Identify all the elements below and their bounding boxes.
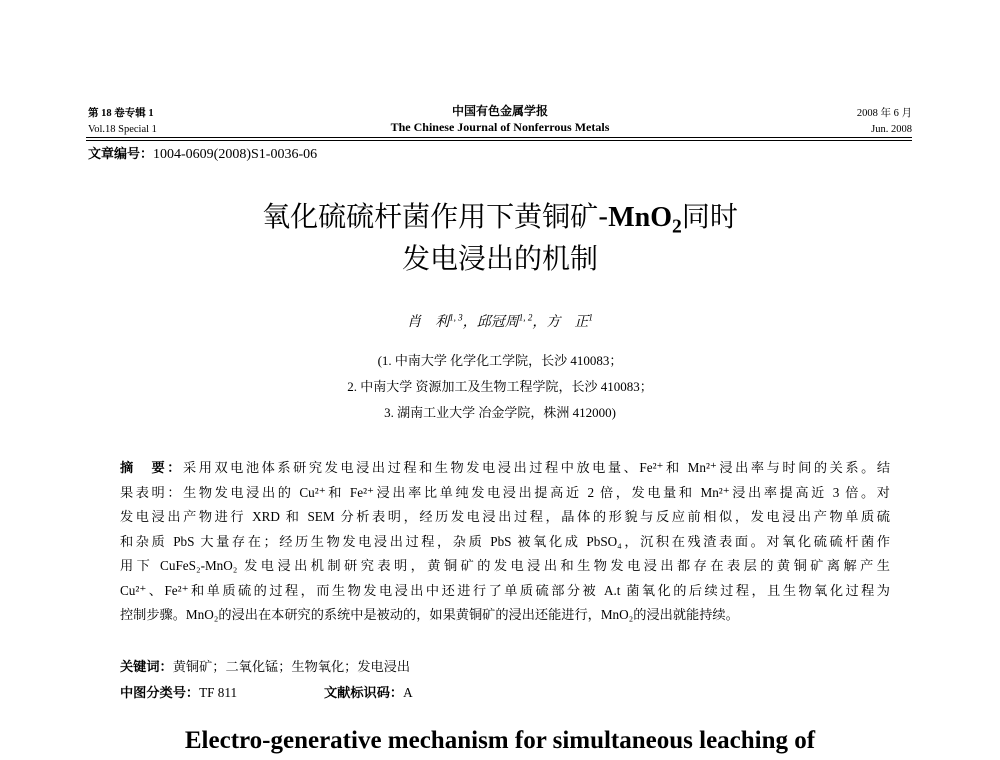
document-code [324, 682, 413, 701]
keywords-value: 黄铜矿；二氧化锰；生物氧化；发电浸出 [172, 659, 411, 674]
header-rule-bottom [86, 140, 912, 141]
article-number-value: 1004-0609(2008)S1-0036-06 [153, 147, 318, 162]
abstract-line-4: 和杂质 PbS 大量存在；经历生物发电浸出过程，杂质 PbS 被氧化成 PbSO₄，沉积在残渣表面。对氧化硫硫杆菌作 [120, 533, 890, 549]
abstract-label: 摘 要： [120, 460, 183, 475]
doc-code-value: A [403, 685, 413, 700]
article-number-label: 文章编号： [88, 147, 154, 162]
header-rule-top [86, 137, 912, 138]
abstract-line-1: 采用双电池体系研究发电浸出过程和生物发电浸出过程中放电量、Fe²⁺和 Mn²⁺浸出率与时间的关系。结 [182, 460, 891, 475]
author-1: 肖 利 [407, 315, 450, 330]
title-part-b: 同时 [681, 200, 738, 233]
paper-title-cn-line2: 发电浸出的机制 [401, 242, 598, 275]
journal-name-cn: 中国有色金属学报 [451, 104, 548, 118]
affiliation-1: (1. 中南大学 化学化工学院，长沙 410083； [377, 353, 623, 368]
date-cn: 2008 年 6 月 [856, 108, 912, 119]
classification [120, 682, 237, 701]
author-list: 肖 利$^{1, 3}$，邱冠周$^{1, 2}$，方 正$^1$ [407, 312, 593, 330]
date-en: Jun. 2008 [871, 124, 912, 135]
paper-title-en: Electro-generative mechanism for simultaneous leaching of [184, 727, 816, 754]
abstract-line-6: Cu²⁺、Fe²⁺和单质硫的过程，而生物发电浸出中还进行了单质硫部分被 A.t 菌氧化的后续过程，且生物氧化过程为 [120, 582, 890, 598]
title-mno2: MnO$_2$ [608, 202, 682, 238]
affiliation-2: 2. 中南大学 资源加工及生物工程学院，长沙 410083； [347, 379, 653, 394]
author-2: 邱冠周 [476, 315, 519, 330]
author-1-affil: 1, 3 [449, 312, 463, 323]
author-3: 方 正 [546, 315, 589, 330]
volume-issue-cn: 第 18 卷专辑 1 [88, 108, 154, 119]
paper-title-cn-line1 [0, 198, 1000, 237]
abstract [120, 456, 890, 628]
journal-name-en: The Chinese Journal of Nonferrous Metals [390, 120, 610, 134]
author-3-affil: 1 [588, 312, 593, 323]
abstract-line-5: 用下 CuFeS₂-MnO₂ 发电浸出机制研究表明，黄铜矿的发电浸出和生物发电浸出都存在表层的黄铜矿离解产生 [120, 558, 890, 573]
volume-issue-en: Vol.18 Special 1 [88, 124, 157, 135]
keywords [120, 656, 410, 675]
keywords-label: 关键词： [120, 659, 173, 674]
abstract-line-7: 控制步骤。MnO₂的浸出在本研究的系统中是被动的，如果黄铜矿的浸出还能进行，MnO₂的浸出就能持续。 [120, 607, 739, 622]
doc-code-label: 文献标识码： [324, 685, 404, 700]
clc-label: 中图分类号： [120, 685, 200, 700]
article-number [88, 146, 317, 164]
author-2-affil: 1, 2 [518, 312, 533, 323]
abstract-line-2: 果表明：生物发电浸出的 Cu²⁺和 Fe²⁺浸出率比单纯发电浸出提高近 2 倍，发电量和 Mn²⁺浸出率提高近 3 倍。对 [120, 484, 890, 500]
affiliation-3: 3. 湖南工业大学 冶金学院，株洲 412000) [384, 405, 616, 420]
title-part-a: 氧化硫硫杆菌作用下黄铜矿- [262, 200, 609, 233]
clc-value: TF 811 [199, 685, 238, 700]
abstract-line-3: 发电浸出产物进行 XRD 和 SEM 分析表明，经历发电浸出过程，晶体的形貌与反应前相似，发电浸出产物单质硫 [120, 509, 890, 524]
